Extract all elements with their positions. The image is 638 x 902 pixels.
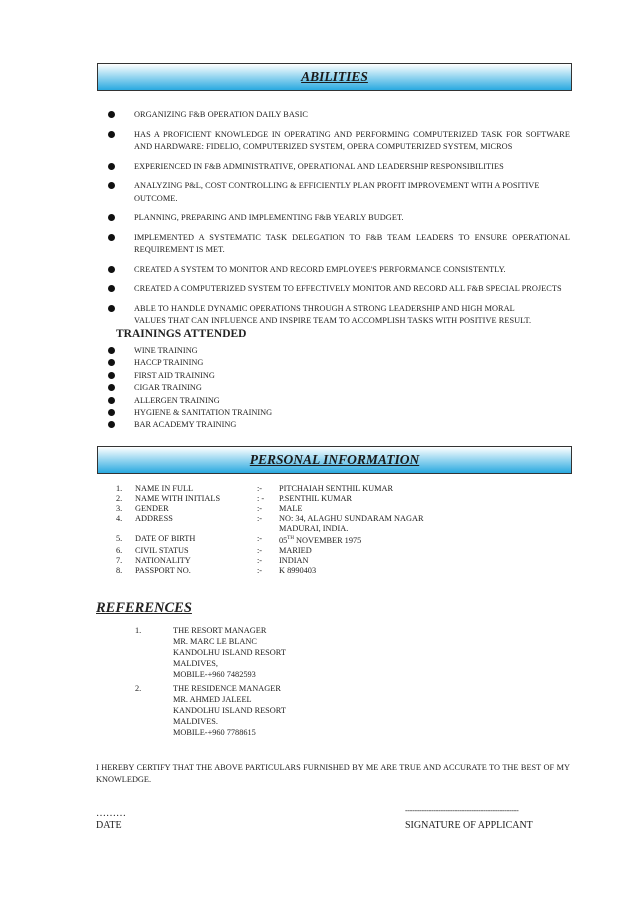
list-item: ALLERGEN TRAINING	[108, 395, 272, 407]
list-item: HYGIENE & SANITATION TRAINING	[108, 407, 272, 419]
table-row: 6. CIVIL STATUS :- MARIED	[116, 545, 312, 555]
table-row: 7. NATIONALITY :- INDIAN	[116, 555, 309, 565]
list-item: EXPERIENCED IN F&B ADMINISTRATIVE, OPERATIONAL AND LEADERSHIP RESPONSIBILITIES	[108, 161, 570, 174]
list-item: IMPLEMENTED A SYSTEMATIC TASK DELEGATION TO F&B TEAM LEADERS TO ENSURE OPERATIONAL REQUIREMENT IS MET.	[108, 232, 570, 257]
bullet-icon	[108, 182, 115, 189]
bullet-icon	[108, 305, 115, 312]
list-item: WINE TRAINING	[108, 345, 272, 357]
list-item: PLANNING, PREPARING AND IMPLEMENTING F&B YEARLY BUDGET.	[108, 212, 570, 225]
list-item: CREATED A SYSTEM TO MONITOR AND RECORD EMPLOYEE'S PERFORMANCE CONSISTENTLY.	[108, 264, 570, 277]
table-row: 4. ADDRESS :- NO: 34, ALAGHU SUNDARAM NAGAR MADURAI, INDIA.	[116, 514, 424, 533]
list-item: ABLE TO HANDLE DYNAMIC OPERATIONS THROUGH A STRONG LEADERSHIP AND HIGH MORAL VALUES THAT CAN INFLUENCE AND INSPIRE TEAM TO ACCOMPLISH TASKS WITH POSITIVE RESULT.	[108, 303, 570, 328]
table-row: 5. DATE OF BIRTH :- 05TH NOVEMBER 1975	[116, 534, 362, 545]
bullet-icon	[108, 163, 115, 170]
list-item: ANALYZING P&L, COST CONTROLLING & EFFICIENTLY PLAN PROFIT IMPROVEMENT WITH A POSITIVE OUTCOME.	[108, 180, 570, 205]
table-row: 2. NAME WITH INITIALS : - P.SENTHIL KUMAR	[116, 494, 352, 503]
list-item: CREATED A COMPUTERIZED SYSTEM TO EFFECTIVELY MONITOR AND RECORD ALL F&B SPECIAL PROJECTS	[108, 283, 570, 296]
bullet-icon	[108, 131, 115, 138]
bullet-icon	[108, 234, 115, 241]
bullet-icon	[108, 111, 115, 118]
list-item: CIGAR TRAINING	[108, 382, 272, 394]
abilities-list	[108, 109, 570, 328]
table-row: 1. NAME IN FULL :- PITCHAIAH SENTHIL KUMAR	[116, 484, 394, 493]
list-item: HACCP TRAINING	[108, 357, 272, 369]
signature-line: ------------------------------------------------	[405, 806, 519, 815]
date-dots: ………	[96, 808, 126, 819]
table-row: 8. PASSPORT NO. :- K 8990403	[116, 565, 317, 575]
list-item: FIRST AID TRAINING	[108, 370, 272, 382]
signature-label: SIGNATURE OF APPLICANT	[405, 820, 533, 831]
abilities-title: ABILITIES	[301, 69, 368, 84]
bullet-icon	[108, 214, 115, 221]
bullet-icon	[108, 397, 115, 404]
bullet-icon	[108, 421, 115, 428]
list-item: BAR ACADEMY TRAINING	[108, 419, 272, 431]
table-row: 3. GENDER :- MALE	[116, 504, 303, 513]
bullet-icon	[108, 266, 115, 273]
list-item: ORGANIZING F&B OPERATION DAILY BASIC	[108, 109, 570, 122]
bullet-icon	[108, 372, 115, 379]
personal-info-table	[116, 484, 424, 576]
bullet-icon	[108, 384, 115, 391]
certification-text: I HEREBY CERTIFY THAT THE ABOVE PARTICULARS FURNISHED BY ME ARE TRUE AND ACCURATE TO THE BEST OF MY KNOWLEDGE.	[96, 763, 570, 784]
trainings-heading: TRAININGS ATTENDED	[116, 328, 247, 340]
personal-info-title: PERSONAL INFORMATION	[249, 452, 420, 467]
bullet-icon	[108, 409, 115, 416]
date-label: DATE	[96, 820, 122, 831]
bullet-icon	[108, 359, 115, 366]
abilities-banner	[97, 63, 572, 91]
personal-info-banner	[97, 446, 572, 474]
references-heading: REFERENCES	[96, 600, 192, 616]
bullet-icon	[108, 347, 115, 354]
list-item: HAS A PROFICIENT KNOWLEDGE IN OPERATING AND PERFORMING COMPUTERIZED TASK FOR SOFTWARE AND HARDWARE: FIDELIO, COMPUTERIZED SYSTEM, OPERA COMPUTERIZED SYSTEM, MICROS	[108, 129, 570, 154]
bullet-icon	[108, 285, 115, 292]
trainings-list	[108, 345, 272, 432]
